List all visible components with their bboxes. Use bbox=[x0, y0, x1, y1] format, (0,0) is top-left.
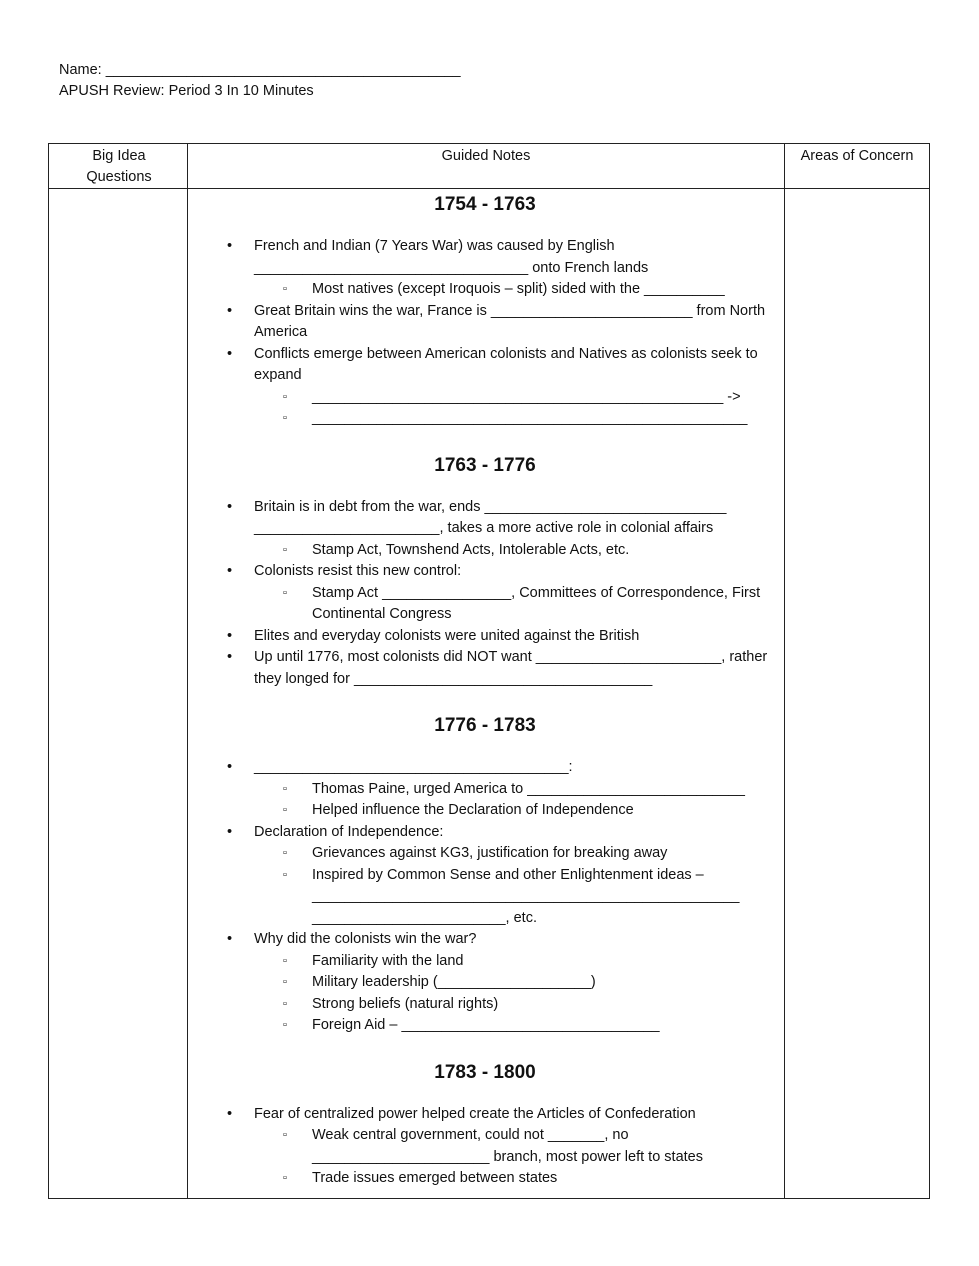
bullet-list bbox=[187, 497, 783, 691]
section-title: 1783 - 1800 bbox=[434, 1061, 536, 1083]
square-bullet-icon: ▫ bbox=[283, 586, 287, 599]
bullet-icon: • bbox=[227, 627, 233, 644]
list-item bbox=[187, 301, 783, 344]
sub-list-item bbox=[187, 800, 783, 822]
sub-list-item bbox=[187, 1168, 783, 1190]
sub-list-item bbox=[187, 779, 783, 801]
square-bullet-icon: ▫ bbox=[283, 954, 287, 967]
notes-table bbox=[48, 143, 930, 1199]
sub-bullet-text: Stamp Act ________________, Committees of Correspondence, First Continental Congress bbox=[312, 584, 761, 622]
section-title: 1754 - 1763 bbox=[434, 194, 536, 215]
square-bullet-icon: ▫ bbox=[283, 390, 287, 403]
sub-list-item bbox=[187, 408, 783, 430]
bullet-text: Fear of centralized power helped create the Articles of Confederation bbox=[254, 1105, 696, 1122]
list-item bbox=[187, 561, 783, 583]
square-bullet-icon: ▫ bbox=[283, 782, 287, 795]
square-bullet-icon: ▫ bbox=[283, 997, 287, 1010]
bullet-icon: • bbox=[227, 563, 233, 579]
sub-bullet-text: Foreign Aid – ________________________________ bbox=[312, 1017, 660, 1033]
list-item bbox=[187, 626, 783, 648]
sub-bullet-text: Strong beliefs (natural rights) bbox=[312, 995, 499, 1012]
sub-bullet-text: Military leadership (___________________) bbox=[312, 974, 596, 990]
bullet-text: Elites and everyday colonists were united against the British bbox=[254, 627, 640, 644]
sub-bullet-text: Most natives (except Iroquois – split) sided with the __________ bbox=[312, 281, 725, 297]
list-item bbox=[187, 236, 783, 279]
bullet-text: Conflicts emerge between American colonists and Natives as colonists seek to expand bbox=[254, 345, 758, 383]
square-bullet-icon: ▫ bbox=[283, 1129, 287, 1141]
section-title: 1763 - 1776 bbox=[434, 454, 536, 476]
sub-list-item bbox=[187, 387, 783, 409]
sub-list-item bbox=[187, 951, 783, 973]
bullet-text: Colonists resist this new control: bbox=[254, 563, 462, 579]
bullet-icon: • bbox=[227, 823, 233, 840]
sub-list-item bbox=[187, 843, 783, 865]
sub-list-item bbox=[187, 279, 783, 301]
list-item bbox=[187, 497, 783, 540]
sub-bullet-text: Inspired by Common Sense and other Enlightenment ideas – _____________________________________________________ ________________________, etc. bbox=[312, 866, 740, 926]
sub-list-item bbox=[187, 865, 783, 930]
list-item bbox=[187, 344, 783, 387]
sub-bullet-text: ______________________________________________________ bbox=[312, 410, 748, 426]
bullet-icon: • bbox=[227, 498, 233, 515]
square-bullet-icon: ▫ bbox=[283, 847, 287, 859]
sub-bullet-text: Trade issues emerged between states bbox=[312, 1170, 558, 1186]
sub-list-item bbox=[187, 1125, 783, 1168]
square-bullet-icon: ▫ bbox=[283, 543, 287, 556]
bullet-text: Great Britain wins the war, France is _________________________ from North America bbox=[254, 302, 766, 340]
sub-bullet-text: Stamp Act, Townshend Acts, Intolerable Acts, etc. bbox=[312, 541, 630, 558]
bullet-list bbox=[187, 1104, 783, 1190]
square-bullet-icon: ▫ bbox=[283, 804, 287, 816]
bullet-icon: • bbox=[227, 1105, 233, 1122]
col-big-idea: Big Idea Questions bbox=[86, 148, 152, 185]
list-item bbox=[187, 822, 783, 844]
sub-bullet-text: ___________________________________________________ -> bbox=[312, 388, 741, 405]
bullet-text: Declaration of Independence: bbox=[254, 823, 444, 840]
sub-list-item bbox=[187, 994, 783, 1016]
sub-bullet-text: Thomas Paine, urged America to ___________________________ bbox=[312, 780, 745, 797]
square-bullet-icon: ▫ bbox=[283, 868, 287, 881]
sub-bullet-text: Familiarity with the land bbox=[312, 952, 464, 969]
bullet-list bbox=[187, 757, 783, 1037]
sub-list-item bbox=[187, 540, 783, 562]
bullet-text: Up until 1776, most colonists did NOT want _______________________, rather they longed for _____________________________________ bbox=[254, 649, 768, 687]
square-bullet-icon: ▫ bbox=[283, 412, 287, 424]
sub-list-item bbox=[187, 583, 783, 626]
bullet-text: Britain is in debt from the war, ends ______________________________ _______________________, takes a more active role in colonial affairs bbox=[254, 498, 727, 536]
section-title: 1776 - 1783 bbox=[434, 715, 536, 736]
bullet-icon: • bbox=[227, 345, 233, 362]
sub-list-item bbox=[187, 1015, 783, 1037]
col-areas-of-concern: Areas of Concern bbox=[800, 148, 914, 164]
square-bullet-icon: ▫ bbox=[283, 283, 287, 295]
page-subtitle: APUSH Review: Period 3 In 10 Minutes bbox=[59, 83, 314, 99]
bullet-icon: • bbox=[227, 302, 233, 319]
name-line: Name: ____________________________________________ bbox=[59, 62, 461, 78]
sub-bullet-text: Weak central government, could not _______, no ______________________ branch, most power left to states bbox=[312, 1127, 703, 1165]
square-bullet-icon: ▫ bbox=[283, 1019, 287, 1031]
square-bullet-icon: ▫ bbox=[283, 976, 287, 988]
list-item bbox=[187, 647, 783, 690]
list-item bbox=[187, 757, 783, 779]
sub-bullet-text: Helped influence the Declaration of Independence bbox=[312, 802, 634, 818]
bullet-text: French and Indian (7 Years War) was caused by English __________________________________ onto French lands bbox=[254, 238, 649, 276]
sub-bullet-text: Grievances against KG3, justification for breaking away bbox=[312, 845, 668, 861]
bullet-text: _______________________________________: bbox=[254, 759, 573, 775]
col-guided-notes: Guided Notes bbox=[441, 148, 531, 164]
bullet-icon: • bbox=[227, 931, 233, 947]
bullet-icon: • bbox=[227, 649, 233, 665]
bullet-list bbox=[187, 236, 783, 430]
bullet-text: Why did the colonists win the war? bbox=[254, 931, 477, 947]
guided-notes-body bbox=[187, 189, 783, 1190]
sub-list-item bbox=[187, 972, 783, 994]
list-item bbox=[187, 1104, 783, 1126]
bullet-icon: • bbox=[227, 238, 233, 254]
square-bullet-icon: ▫ bbox=[283, 1172, 287, 1184]
list-item bbox=[187, 929, 783, 951]
bullet-icon: • bbox=[227, 759, 233, 775]
